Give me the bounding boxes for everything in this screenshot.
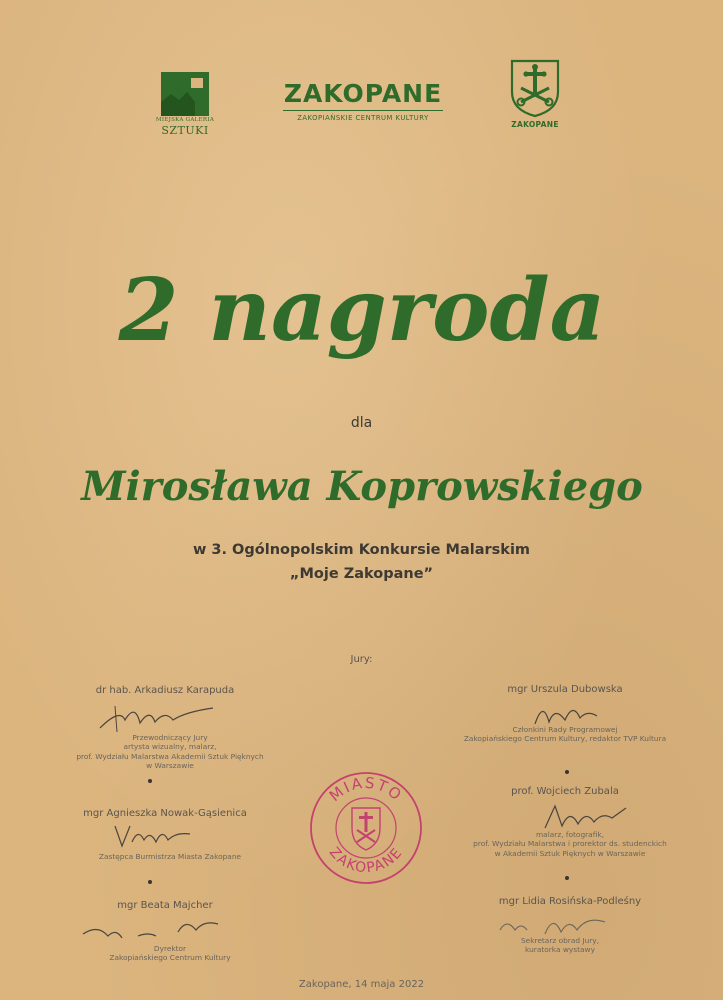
- signature-icon: [95, 698, 215, 734]
- jury-member-name: prof. Wojciech Zubala: [511, 786, 619, 797]
- jury-member-name: mgr Urszula Dubowska: [507, 684, 623, 695]
- for-label: dla: [350, 415, 373, 431]
- zck-logo: [268, 80, 458, 130]
- galeria-line1: MIEJSKA GALERIA: [155, 117, 215, 123]
- jury-member-role: malarz, fotografik, prof. Wydziału Malarstwa i prorektor ds. studenckich w Akademii Sztuk Pięknych w Warszawie: [473, 830, 667, 858]
- signature-icon: [540, 800, 630, 834]
- jury-member-name: mgr Lidia Rosińska-Podleśny: [498, 896, 642, 907]
- recipient-name: [0, 450, 723, 520]
- zck-subtitle: ZAKOPIAŃSKIE CENTRUM KULTURY: [297, 114, 429, 122]
- svg-text:MIASTO: [326, 774, 406, 805]
- signature-icon: [525, 696, 605, 728]
- jury-member-role: Sekretarz obrad Jury, kuratorka wystawy: [520, 936, 600, 955]
- galeria-logo: [155, 72, 215, 142]
- contest-line-2: „Moje Zakopane”: [289, 566, 434, 582]
- signature-icon: [78, 912, 228, 946]
- jury-member-role: Przewodniczący Jury artysta wizualny, malarz, prof. Wydziału Malarstwa Akademii Sztuk Pięknych w Warszawie: [76, 733, 264, 771]
- jury-member-role: Zastępca Burmistrza Miasta Zakopane: [98, 852, 242, 861]
- separator-dot: [565, 876, 569, 880]
- award-title-text: 2 nagroda: [118, 260, 605, 361]
- jury-member-name: mgr Beata Majcher: [117, 900, 213, 911]
- zakopane-coat-of-arms: [500, 58, 570, 140]
- stamp-top-text: MIASTO: [325, 773, 407, 806]
- jury-member-role: Członkini Rady Programowej Zakopiańskiego Centrum Kultury, redaktor TVP Kultura: [463, 725, 667, 744]
- contest-line-1: w 3. Ogólnopolskim Konkursie Malarskim: [192, 542, 531, 558]
- herb-name: ZAKOPANE: [511, 120, 559, 129]
- jury-member-name: dr hab. Arkadiusz Karapuda: [95, 685, 235, 696]
- separator-dot: [148, 779, 152, 783]
- city-stamp: [308, 770, 424, 886]
- galeria-line2: SZTUKI: [161, 124, 209, 137]
- separator-dot: [565, 770, 569, 774]
- jury-member-name: mgr Agnieszka Nowak-Gąsienica: [83, 808, 247, 819]
- zck-divider: [283, 110, 443, 111]
- zck-name: ZAKOPANE: [283, 79, 443, 108]
- signature-icon: [110, 818, 200, 852]
- award-title: [0, 245, 723, 375]
- recipient-name-text: Mirosława Koprowskiego: [80, 463, 643, 510]
- stamp-bottom-text: ZAKOPANE: [325, 844, 407, 877]
- galeria-mountain-icon: [161, 72, 209, 116]
- jury-member-role: Dyrektor Zakopiańskiego Centrum Kultury: [109, 944, 231, 963]
- jury-label: Jury:: [350, 654, 373, 665]
- coat-of-arms-icon: [509, 58, 561, 118]
- separator-dot: [148, 880, 152, 884]
- issue-date: Zakopane, 14 maja 2022: [298, 979, 425, 990]
- stamp-emblem-icon: [352, 808, 380, 850]
